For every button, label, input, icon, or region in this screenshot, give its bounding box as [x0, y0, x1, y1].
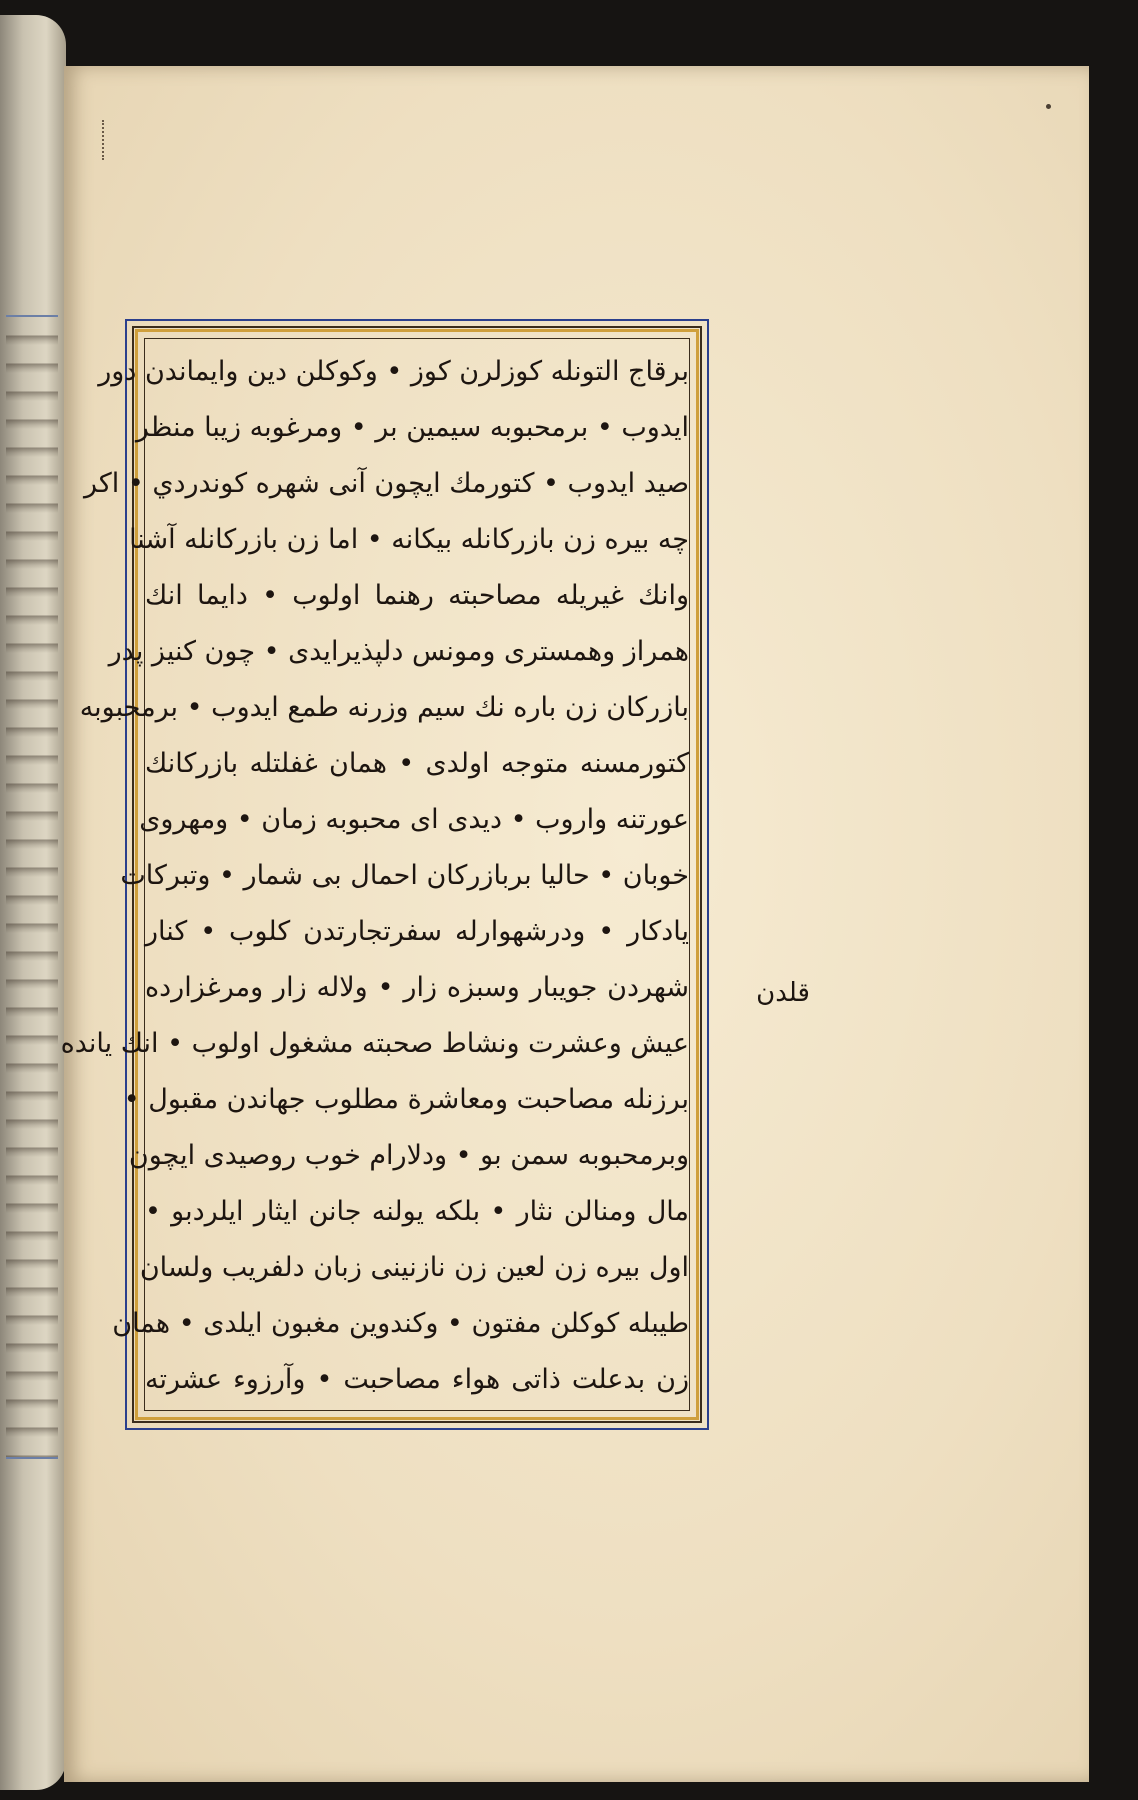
- text-line: صيد ايدوب • كتورمك ايچون آنى شهره كوندردي • اكر: [84, 468, 689, 499]
- text-line: مال ومنالن نثار • بلكه يولنه جانن ايثار ايلردبو •: [145, 1196, 689, 1227]
- text-line: اول بيره زن لعين زن نازنينى زبان دلفريب ولسان: [139, 1252, 689, 1283]
- text-line: بازركان زن باره نك سيم وزرنه طمع ايدوب • برمحبوبه: [79, 692, 689, 723]
- previous-leaf-edge: [0, 15, 66, 1790]
- text-line: كتورمسنه متوجه اولدى • همان غفلتله بازركانك: [145, 748, 689, 779]
- text-line: عورتنه واروب • ديدى اى محبوبه زمان • ومهروى: [139, 804, 689, 835]
- text-line: عيش وعشرت ونشاط صحبته مشغول اولوب • انك يانده: [60, 1028, 689, 1059]
- text-line: برزنله مصاحبت ومعاشرة مطلوب جهاندن مقبول •: [123, 1084, 689, 1115]
- text-frame: [60, 319, 709, 1430]
- margin-note: قلدن: [756, 978, 810, 1008]
- text-line: برقاج التونله كوزلرن كوز • وكوكلن دين وايماندن دور: [98, 356, 689, 387]
- text-line: خوبان • حاليا بربازركان احمال بى شمار • وتبركات: [120, 860, 689, 891]
- gutter-marks: [102, 120, 110, 160]
- text-line: زن بدعلت ذاتى هواء مصاحبت • وآرزوء عشرته: [145, 1364, 689, 1395]
- text-line: يادكار • ودرشهوارله سفرتجارتدن كلوب • كنار: [145, 916, 689, 947]
- text-line: وبرمحبوبه سمن بو • ودلارام خوب روصيدى ايچون: [128, 1140, 689, 1171]
- corner-mark: [1046, 104, 1051, 109]
- text-line: همراز وهمسترى ومونس دلپذيرايدى • چون كنيز پدر: [108, 636, 689, 667]
- text-line: طيبله كوكلن مفتون • وكندوين مغبون ايلدى • همان: [112, 1308, 689, 1339]
- text-line: وانك غيريله مصاحبته رهنما اولوب • دايما انك: [145, 580, 689, 611]
- text-line: چه بيره زن بازركانله بيكانه • اما زن بازركانله آشنا: [129, 524, 689, 555]
- text-line: شهردن جويبار وسبزه زار • ولاله زار ومرغزارده: [145, 972, 689, 1003]
- text-line: ايدوب • برمحبوبه سيمين بر • ومرغوبه زيبا منظر: [135, 412, 689, 443]
- previous-leaf-text: [6, 315, 58, 1459]
- text-block: [60, 345, 689, 1410]
